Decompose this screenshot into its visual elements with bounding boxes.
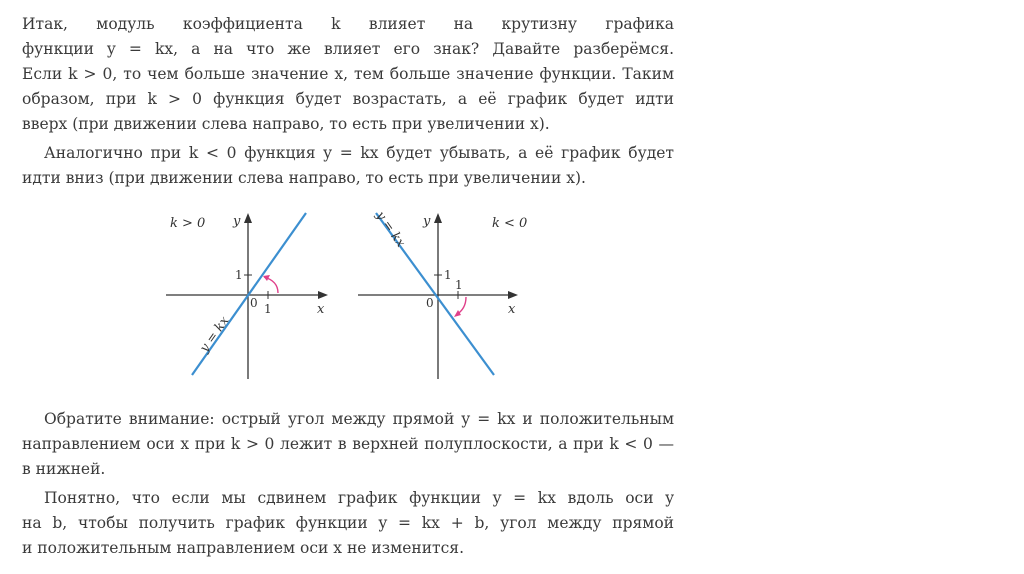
- x-axis-arrow-icon: [508, 291, 518, 299]
- y-axis-label: y: [233, 214, 241, 229]
- angle-arrow-icon: [454, 310, 461, 317]
- y-axis-arrow-icon: [244, 213, 252, 223]
- text-line: в нижней.: [22, 460, 106, 478]
- y-axis-label: y: [423, 214, 431, 229]
- paragraph-1: [22, 12, 674, 137]
- tick-y-label: 1: [235, 268, 243, 282]
- text-line: вверх (при движении слева направо, то есть при увеличении x).: [22, 115, 550, 133]
- paragraph-4: [22, 486, 674, 561]
- y-axis-arrow-icon: [434, 213, 442, 223]
- text-line: Обратите внимание: острый угол между прямой y = kx и положительным: [44, 410, 674, 428]
- origin-label: 0: [426, 296, 434, 310]
- angle-arrow-icon: [263, 275, 270, 281]
- paragraph-2: [22, 141, 674, 191]
- origin-label: 0: [250, 296, 258, 310]
- tick-x-label: 1: [264, 302, 272, 316]
- x-axis-label: x: [317, 302, 325, 317]
- text-line: Понятно, что если мы сдвинем график функции y = kx вдоль оси y: [44, 489, 674, 507]
- text-line: Если k > 0, то чем больше значение x, тем больше значение функции. Таким: [22, 65, 674, 83]
- x-axis-arrow-icon: [318, 291, 328, 299]
- text-line: Аналогично при k < 0 функция y = kx будет убывать, а её график будет: [44, 144, 674, 162]
- tick-x-label: 1: [455, 278, 463, 292]
- text-line: Итак, модуль коэффициента k влияет на крутизну графика: [22, 15, 674, 33]
- figure-k-positive: [160, 205, 335, 383]
- x-axis-label: x: [508, 302, 516, 317]
- text-line: идти вниз (при движении слева направо, то есть при увеличении x).: [22, 169, 586, 187]
- condition-label: k > 0: [170, 216, 206, 231]
- text-line: направлением оси x при k > 0 лежит в верхней полуплоскости, а при k < 0 —: [22, 435, 674, 453]
- paragraph-3: [22, 407, 674, 482]
- tick-y-label: 1: [444, 268, 452, 282]
- text-line: образом, при k > 0 функция будет возрастать, а её график будет идти: [22, 90, 674, 108]
- line-label: y = kx: [196, 313, 232, 355]
- text-line: и положительным направлением оси x не изменится.: [22, 539, 465, 557]
- text-line: функции y = kx, а на что же влияет его знак? Давайте разберёмся.: [22, 40, 674, 58]
- condition-label: k < 0: [492, 216, 528, 231]
- figure-k-negative: [352, 205, 542, 383]
- text-line: на b, чтобы получить график функции y = kx + b, угол между прямой: [22, 514, 674, 532]
- line-label: y = kx: [373, 208, 409, 250]
